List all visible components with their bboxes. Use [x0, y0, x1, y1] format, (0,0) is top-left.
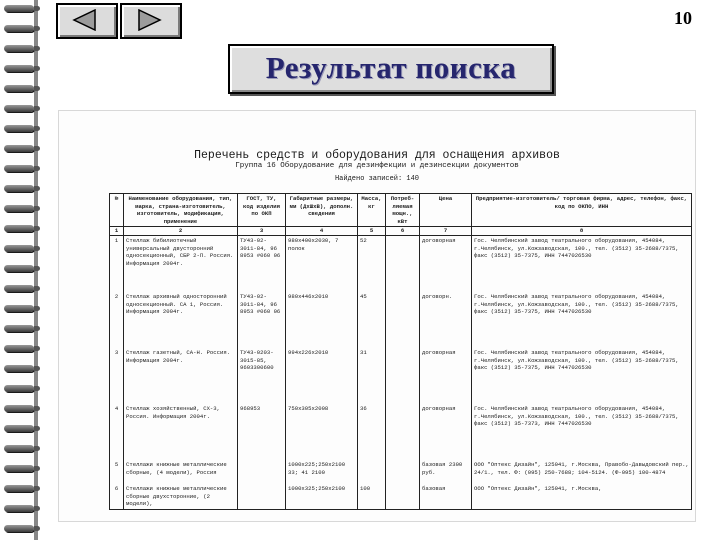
- cell-maker: ООО "Оптекс Дизайн", 125041, г.Москва,: [472, 484, 692, 509]
- binding-ring: [4, 245, 34, 252]
- binding-ring: [4, 485, 34, 492]
- column-number: 1: [110, 227, 124, 236]
- back-button[interactable]: [56, 3, 118, 39]
- title-box: [228, 44, 554, 94]
- binding-ring: [4, 505, 34, 512]
- cell-maker: Гос. Челябинский завод театрального оборудования, 454084, г.Челябинск, ул.Кожзаводская, 100., тел. (3512) 35-2688/7375, факс (3512) 35-7375, ИНН 7447026530: [472, 292, 692, 348]
- binding-ring: [4, 5, 34, 12]
- column-number: 2: [124, 227, 238, 236]
- binding-ring: [4, 105, 34, 112]
- cell-no: 2: [110, 292, 124, 348]
- binding-ring: [4, 185, 34, 192]
- cell-dims: 750х305х2008: [286, 404, 358, 460]
- cell-gost: ТУ43-02-3011-84, 96 8953 #060 06: [238, 235, 286, 292]
- table-row: [110, 460, 692, 484]
- cell-mass: 100: [358, 484, 386, 509]
- binding-ring: [4, 305, 34, 312]
- cell-power: [386, 292, 420, 348]
- binding-ring: [4, 205, 34, 212]
- binding-ring: [4, 45, 34, 52]
- column-header: Габаритные размеры, мм (ДхШхВ), дополн. сведения: [286, 194, 358, 227]
- column-number: 6: [386, 227, 420, 236]
- binding-ring: [4, 65, 34, 72]
- column-header: Потреб-ляемая мощн., кВт: [386, 194, 420, 227]
- cell-name: Стеллаж хозяйственный, СХ-3, Россия. Информация 2004г.: [124, 404, 238, 460]
- column-header: Предприятие-изготовитель/ торговая фирма, адрес, телефон, факс, код по ОКПО, ИНН: [472, 194, 692, 227]
- cell-name: Стеллаж бибилиотечный универсальный двусторонний односекционный, СБР 2-П. Россия. Информация 2004г.: [124, 235, 238, 292]
- cell-no: 4: [110, 404, 124, 460]
- binding-ring: [4, 465, 34, 472]
- binding-ring: [4, 285, 34, 292]
- binding-ring: [4, 445, 34, 452]
- table-row: [110, 292, 692, 348]
- cell-no: 6: [110, 484, 124, 509]
- binding-ring: [4, 425, 34, 432]
- table-row: [110, 484, 692, 509]
- cell-name: Стеллажи книжные металлические сборные, (4 модели), Россия: [124, 460, 238, 484]
- table-row: [110, 404, 692, 460]
- cell-name: Стеллажи книжные металлические сборные двухсторонние, (2 модели),: [124, 484, 238, 509]
- binding-ring: [4, 265, 34, 272]
- cell-mass: [358, 460, 386, 484]
- document-subtitle: Группа 16 Оборудование для дезинфекции и дезинсекции документов: [235, 162, 519, 170]
- cell-power: [386, 235, 420, 292]
- forward-button[interactable]: [120, 3, 182, 39]
- binding-ring: [4, 225, 34, 232]
- binding-ring: [4, 125, 34, 132]
- cell-dims: 980х446х2010: [286, 292, 358, 348]
- records-found: Найдено записей: 140: [334, 175, 419, 183]
- table-row: [110, 348, 692, 404]
- cell-price: договорная: [420, 235, 472, 292]
- binding-ring: [4, 165, 34, 172]
- cell-name: Стеллаж архивный односторонний односекционный. СА 1, Россия. Информация 2004г.: [124, 292, 238, 348]
- table-row: [110, 235, 692, 292]
- binding-ring: [4, 405, 34, 412]
- binding-ring: [4, 85, 34, 92]
- cell-maker: ООО "Оптекс Дизайн", 125041, г.Москва, Правобо-Давыдовский пер., 24/1., тел. Ф: (095) 250-7688; 104-5124. (Ф-095) 100-4874: [472, 460, 692, 484]
- column-header: Наименование оборудования, тип, марка, страна-изготовитель, изготовитель, модификация, применение: [124, 194, 238, 227]
- cell-no: 1: [110, 235, 124, 292]
- binding-ring: [4, 525, 34, 532]
- cell-no: 5: [110, 460, 124, 484]
- triangle-left-icon: [71, 9, 99, 31]
- column-number: 4: [286, 227, 358, 236]
- binding-ring: [4, 345, 34, 352]
- column-header: ГОСТ, ТУ, код изделия по ОКП: [238, 194, 286, 227]
- cell-dims: 994х226х2010: [286, 348, 358, 404]
- binding-ring: [4, 25, 34, 32]
- cell-maker: Гос. Челябинский завод театрального оборудования, 454084, г.Челябинск, ул.Кожзаводская, 100., тел. (3512) 35-2688/7375, факс (3512) 35-7375, ИНН 7447026530: [472, 348, 692, 404]
- cell-price: договорная: [420, 404, 472, 460]
- cell-gost: ТУ43-02-3011-84, 96 8953 #060 06: [238, 292, 286, 348]
- binding-ring: [4, 145, 34, 152]
- cell-power: [386, 404, 420, 460]
- equipment-table: [109, 193, 692, 510]
- column-header: Масса, кг: [358, 194, 386, 227]
- binding-ring: [4, 385, 34, 392]
- cell-power: [386, 460, 420, 484]
- cell-gost: [238, 484, 286, 509]
- document-title: Перечень средств и оборудования для оснащения архивов: [194, 149, 560, 162]
- column-header: Цена: [420, 194, 472, 227]
- page-number: 10: [674, 8, 692, 28]
- cell-gost: ТУ43-0203-3015-85, 9603300600: [238, 348, 286, 404]
- cell-gost: 968953: [238, 404, 286, 460]
- binding-ring: [4, 325, 34, 332]
- cell-gost: [238, 460, 286, 484]
- column-number: 5: [358, 227, 386, 236]
- column-number-row: [110, 227, 692, 236]
- cell-price: договорная: [420, 348, 472, 404]
- cell-power: [386, 348, 420, 404]
- cell-mass: 45: [358, 292, 386, 348]
- cell-name: Стеллаж газетный, СА-Н. Россия. Информация 2004г.: [124, 348, 238, 404]
- column-header: №: [110, 194, 124, 227]
- cell-mass: 36: [358, 404, 386, 460]
- cell-dims: 1000х325;250х2100: [286, 484, 358, 509]
- slide-title: Результат поиска: [265, 50, 517, 85]
- cell-power: [386, 484, 420, 509]
- cell-price: базовая: [420, 484, 472, 509]
- column-number: 3: [238, 227, 286, 236]
- cell-mass: 52: [358, 235, 386, 292]
- cell-price: договорн.: [420, 292, 472, 348]
- table-header-row: [110, 194, 692, 227]
- cell-maker: Гос. Челябинский завод театрального оборудования, 454084, г.Челябинск, ул.Кожзаводская, 100., тел. (3512) 35-2688/7375, факс (3512) 35-7375, ИНН 7447026530: [472, 235, 692, 292]
- cell-mass: 31: [358, 348, 386, 404]
- cell-maker: Гос. Челябинский завод театрального оборудования, 454084, г.Челябинск, ул.Кожзаводская, 100., тел. (3512) 35-2688/7375, факс (3512) 35-7373, ИНН 7447026530: [472, 404, 692, 460]
- binding-ring: [4, 365, 34, 372]
- column-number: 7: [420, 227, 472, 236]
- triangle-right-icon: [135, 9, 163, 31]
- cell-dims: 980х400х2030, 7 полок: [286, 235, 358, 292]
- cell-price: базовая 2300 руб.: [420, 460, 472, 484]
- search-result-document: [58, 110, 696, 522]
- cell-no: 3: [110, 348, 124, 404]
- column-number: 8: [472, 227, 692, 236]
- cell-dims: 1000х225;250х2100 33; 41 2100: [286, 460, 358, 484]
- spiral-binding: [0, 0, 46, 540]
